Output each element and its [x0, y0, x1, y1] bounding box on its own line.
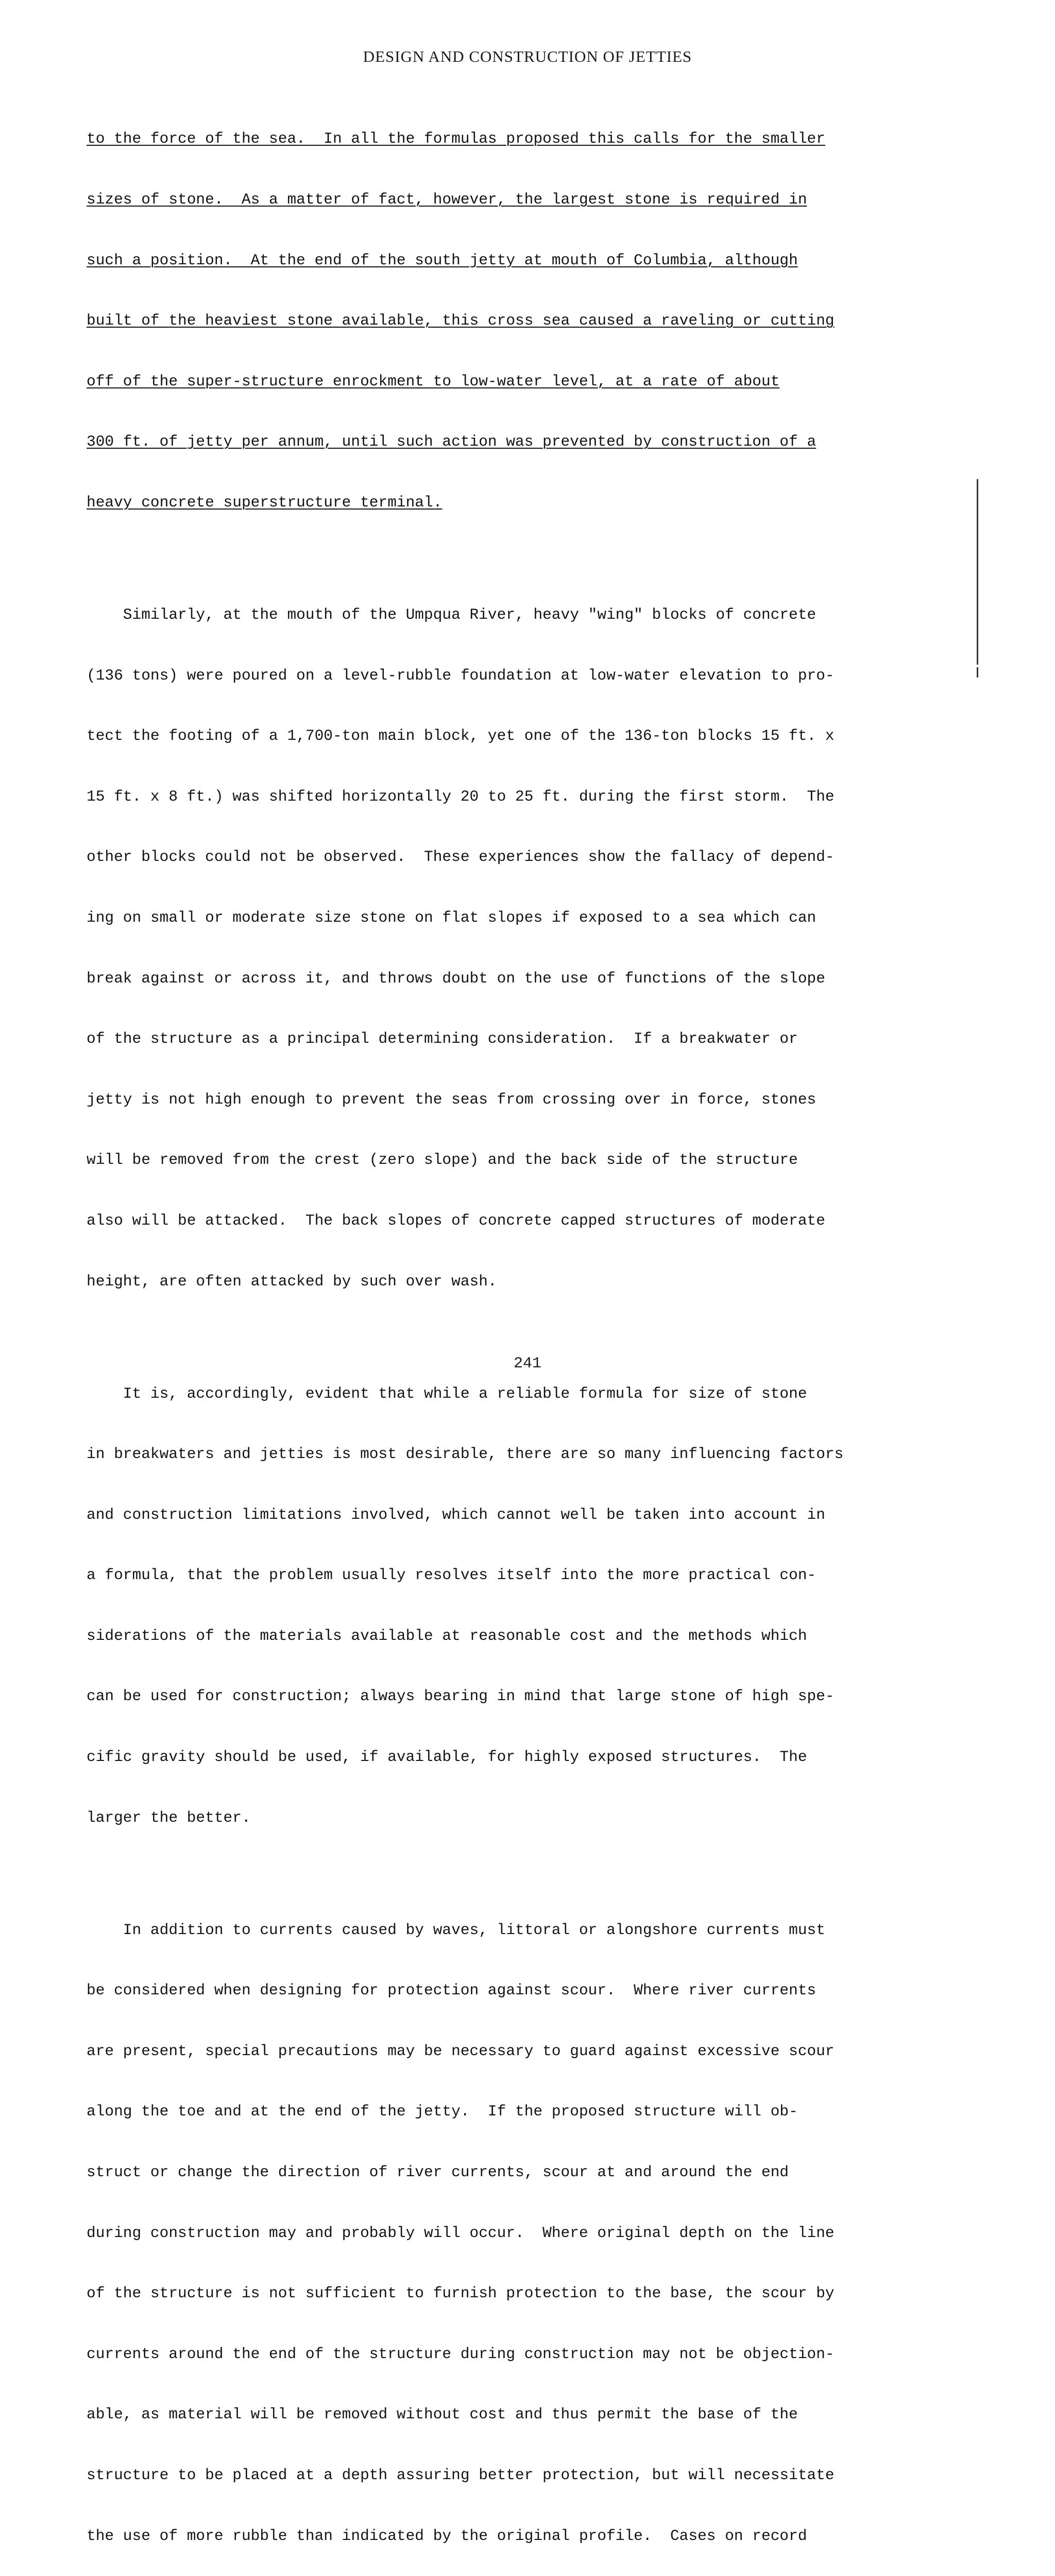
page-number: 241 [513, 1355, 541, 1372]
text-line: of the structure is not sufficient to furnish protection to the base, the scour by [87, 2284, 835, 2302]
text-line: heavy concrete superstructure terminal. [87, 493, 443, 511]
text-line: along the toe and at the end of the jetty. If the proposed structure will ob- [87, 2103, 798, 2121]
text-line: currents around the end of the structure during construction may not be objection- [87, 2345, 835, 2363]
text-line: cific gravity should be used, if available, for highly exposed structures. The [87, 1748, 807, 1766]
running-head: DESIGN AND CONSTRUCTION OF JETTIES [363, 47, 692, 65]
text-line: off of the super-structure enrockment to low-water level, at a rate of about [87, 372, 780, 390]
text-line: ing on small or moderate size stone on flat slopes if exposed to a sea which can [87, 908, 816, 926]
text-line: siderations of the materials available at reasonable cost and the methods which [87, 1626, 807, 1645]
text-line: are present, special precautions may be necessary to guard against excessive scour [87, 2042, 835, 2060]
text-line: larger the better. [87, 1808, 251, 1826]
text-line: to the force of the sea. In all the formulas proposed this calls for the smaller [87, 130, 825, 148]
text-line: It is, accordingly, evident that while a reliable formula for size of stone [87, 1384, 807, 1402]
text-line: other blocks could not be observed. These experiences show the fallacy of depend- [87, 848, 835, 866]
text-line: during construction may and probably will occur. Where original depth on the line [87, 2224, 835, 2242]
text-line: structure to be placed at a depth assuring better protection, but will necessitate [87, 2466, 835, 2484]
text-line: in breakwaters and jetties is most desirable, there are so many influencing factors [87, 1445, 844, 1463]
text-line: jetty is not high enough to prevent the seas from crossing over in force, stones [87, 1090, 816, 1108]
text-line: able, as material will be removed without cost and thus permit the base of the [87, 2405, 798, 2424]
text-line: will be removed from the crest (zero slope) and the back side of the structure [87, 1151, 798, 1169]
text-line: built of the heaviest stone available, this cross sea caused a raveling or cutting [87, 312, 835, 330]
text-line: tect the footing of a 1,700-ton main block, yet one of the 136-ton blocks 15 ft. x [87, 727, 835, 745]
text-line: (136 tons) were poured on a level-rubble foundation at low-water elevation to pro- [87, 666, 835, 684]
text-line: height, are often attacked by such over wash. [87, 1272, 497, 1290]
text-line: In addition to currents caused by waves, littoral or alongshore currents must [87, 1921, 825, 1939]
text-line: break against or across it, and throws doubt on the use of functions of the slope [87, 969, 825, 987]
margin-rule [977, 667, 978, 677]
text-line: 300 ft. of jetty per annum, until such action was prevented by construction of a [87, 433, 816, 451]
text-line: of the structure as a principal determining consideration. If a breakwater or [87, 1030, 798, 1048]
text-line: a formula, that the problem usually resolves itself into the more practical con- [87, 1566, 816, 1584]
text-line: 15 ft. x 8 ft.) was shifted horizontally 20 to 25 ft. during the first storm. The [87, 787, 835, 805]
text-line: the use of more rubble than indicated by the original profile. Cases on record [87, 2527, 807, 2545]
paragraph-2 [87, 565, 967, 1332]
text-line: struct or change the direction of river currents, scour at and around the end [87, 2163, 789, 2181]
text-line: can be used for construction; always bearing in mind that large stone of high spe- [87, 1687, 835, 1705]
body-text [87, 89, 967, 2576]
paragraph-4 [87, 1879, 967, 2576]
text-line: be considered when designing for protection against scour. Where river currents [87, 1981, 816, 1999]
text-line: also will be attacked. The back slopes of concrete capped structures of moderate [87, 1211, 825, 1229]
margin-rule [977, 479, 978, 665]
text-line: sizes of stone. As a matter of fact, however, the largest stone is required in [87, 191, 807, 208]
text-line: and construction limitations involved, which cannot well be taken into account in [87, 1505, 825, 1523]
text-line: Similarly, at the mouth of the Umpqua River, heavy "wing" blocks of concrete [87, 605, 816, 623]
paragraph-1 [87, 89, 967, 553]
text-line: such a position. At the end of the south jetty at mouth of Columbia, although [87, 251, 798, 269]
paragraph-3 [87, 1343, 967, 1868]
